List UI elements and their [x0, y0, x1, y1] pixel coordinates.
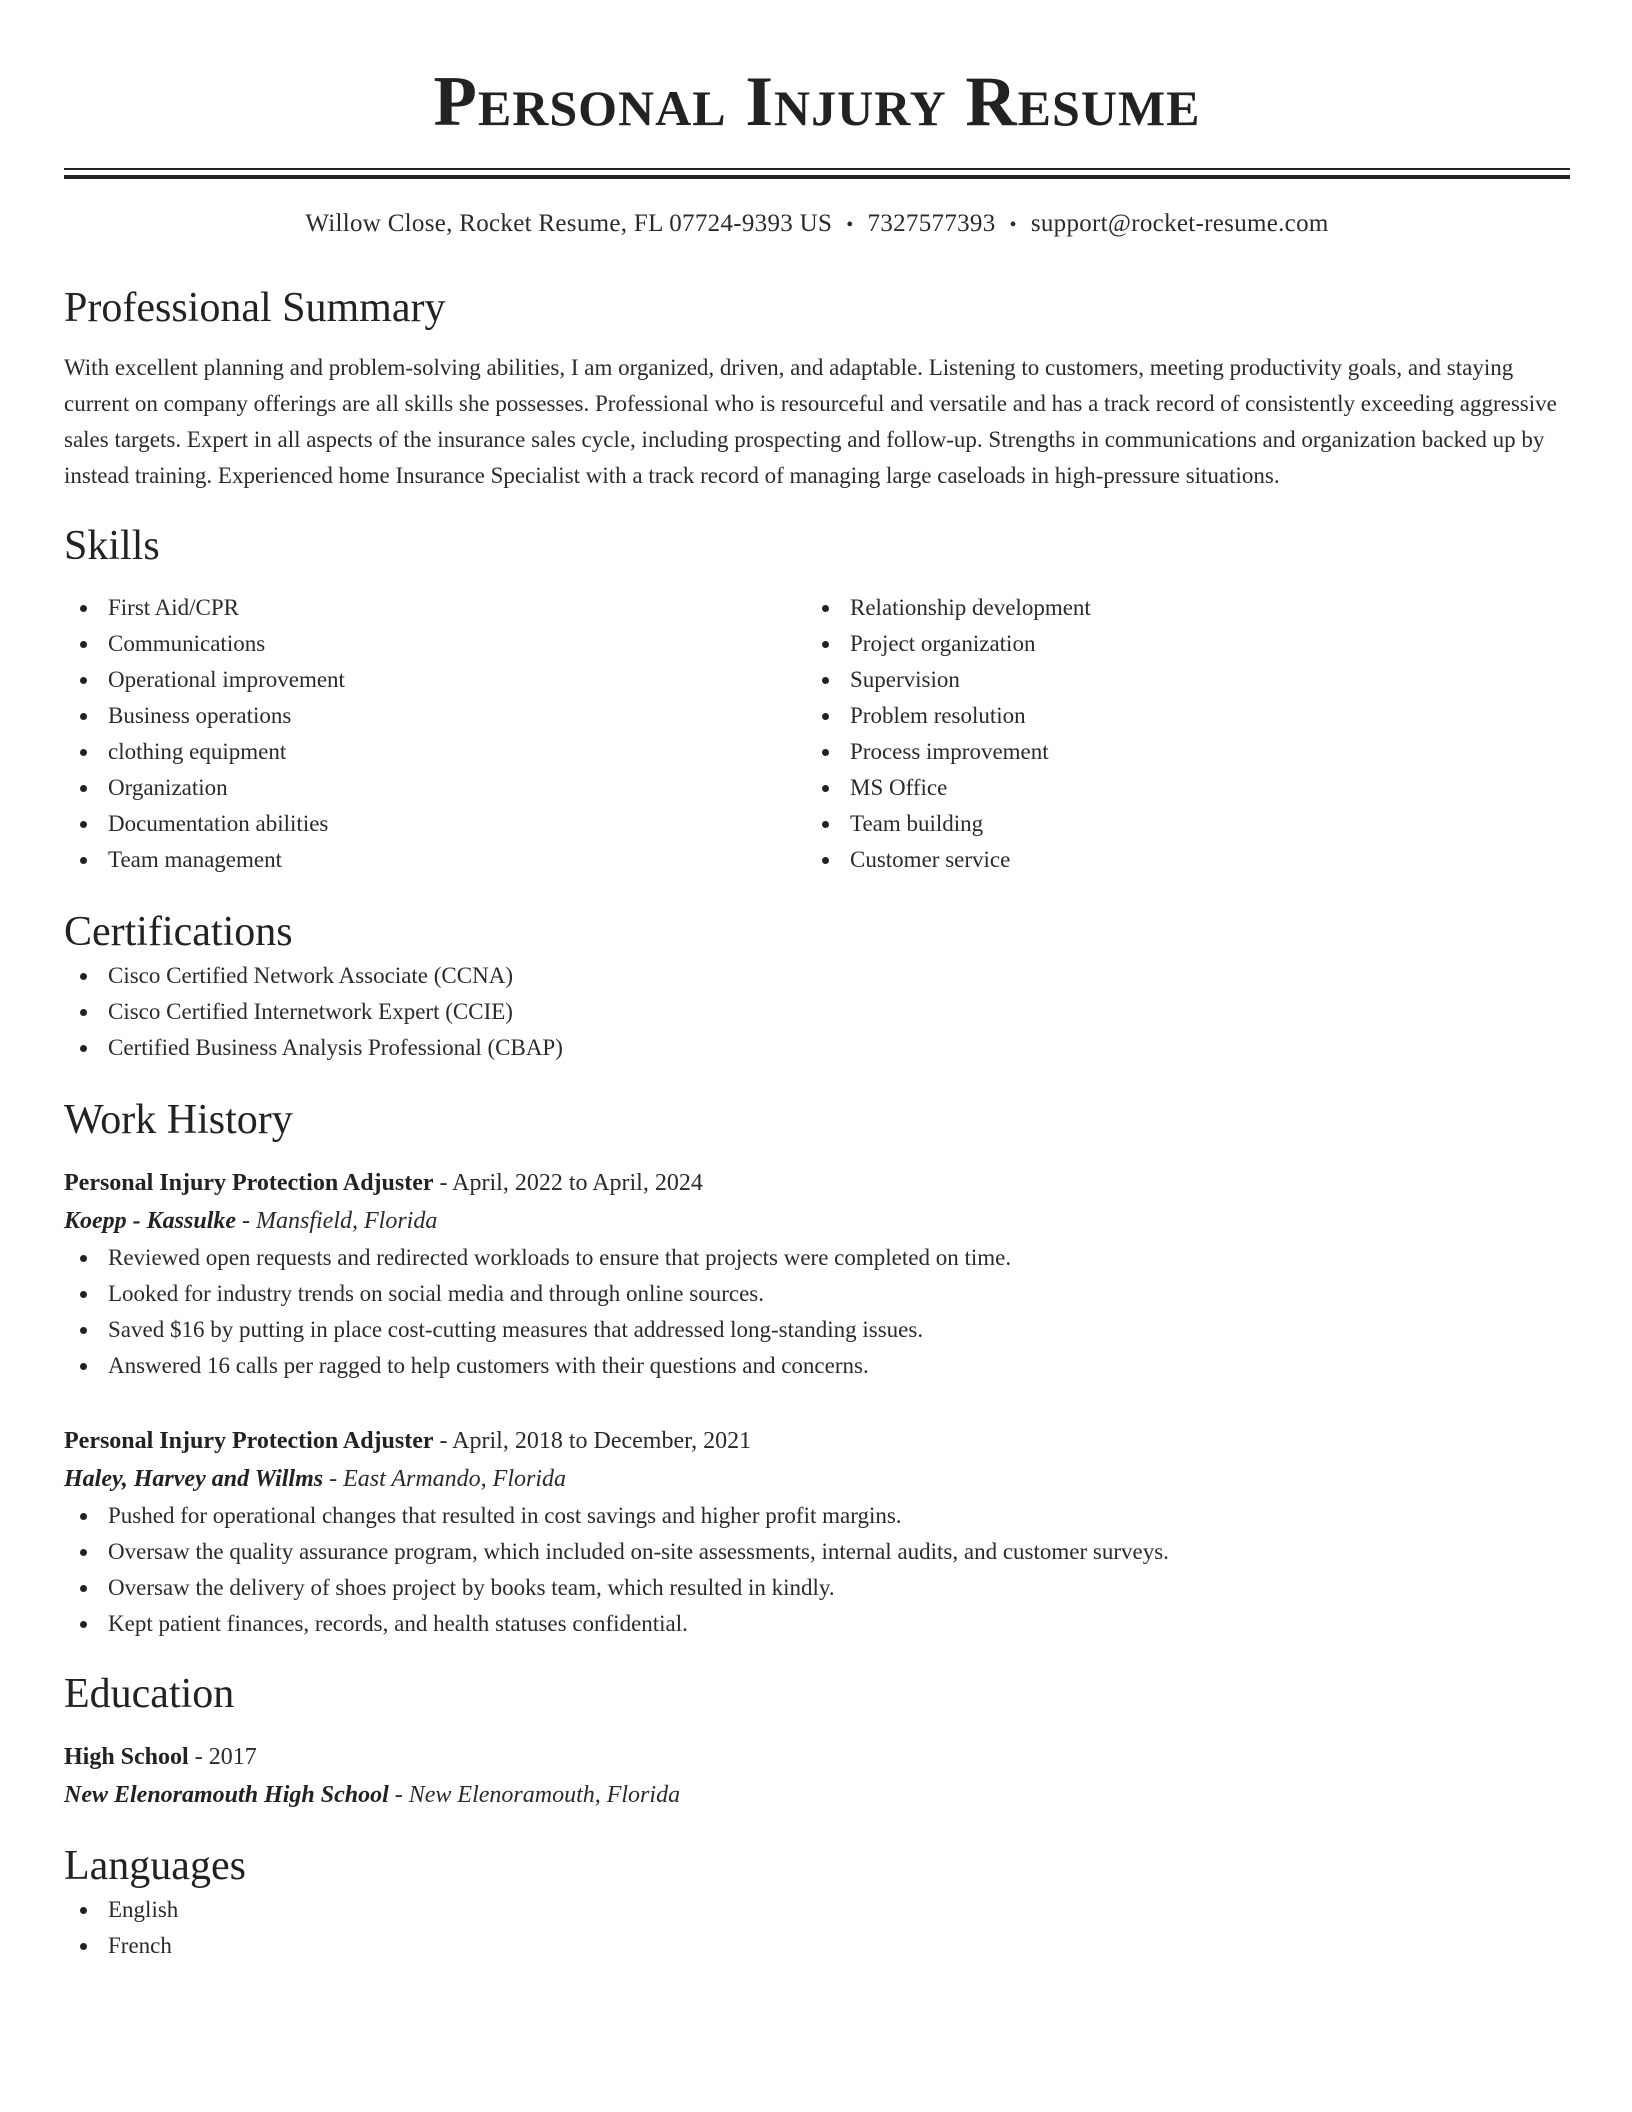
- bullet-dot: [80, 641, 87, 648]
- job-bullet: [64, 1348, 1570, 1384]
- bullet-dot: [80, 821, 87, 828]
- skills-column-right: [806, 590, 1548, 878]
- skill-item: [64, 842, 806, 878]
- skills-list-right: [806, 590, 1548, 878]
- skill-label: Supervision: [850, 667, 960, 692]
- certifications-list: [64, 958, 1570, 1066]
- contact-separator: •: [846, 214, 854, 236]
- skill-label: First Aid/CPR: [108, 595, 240, 620]
- bullet-dot: [822, 605, 829, 612]
- job-entry: [64, 1164, 1570, 1384]
- bullet-dot: [80, 1907, 87, 1914]
- language-item: [64, 1892, 1570, 1928]
- skill-label: Team management: [108, 847, 283, 872]
- bullet-dot: [80, 749, 87, 756]
- summary-heading: Professional Summary: [64, 285, 446, 331]
- bullet-dot: [80, 1327, 87, 1334]
- certifications-heading: Certifications: [64, 909, 293, 955]
- job-company: Haley, Harvey and Willms: [64, 1466, 324, 1492]
- languages-list: [64, 1892, 1570, 1964]
- skill-item: [64, 698, 806, 734]
- education-degree-line: [64, 1738, 1570, 1776]
- language-item: [64, 1928, 1570, 1964]
- job-bullets: [64, 1240, 1570, 1384]
- job-bullet: [64, 1534, 1570, 1570]
- skill-label: Communications: [108, 631, 266, 656]
- language-label: French: [108, 1933, 172, 1958]
- job-bullet-text: Saved $16 by putting in place cost-cutting measures that addressed long-standing issues.: [108, 1317, 924, 1342]
- skill-item: [806, 770, 1548, 806]
- languages-heading: Languages: [64, 1843, 246, 1889]
- education-location: - New Elenoramouth, Florida: [394, 1782, 681, 1808]
- skill-item: [806, 662, 1548, 698]
- bullet-dot: [80, 677, 87, 684]
- bullet-dot: [80, 1585, 87, 1592]
- contact-address: Willow Close, Rocket Resume, FL 07724-9393 US: [305, 210, 833, 237]
- bullet-dot: [80, 1549, 87, 1556]
- job-bullet-text: Oversaw the quality assurance program, which included on-site assessments, internal audits, and customer surveys.: [108, 1539, 1169, 1564]
- skill-item: [806, 626, 1548, 662]
- bullet-dot: [822, 641, 829, 648]
- skills-columns: [64, 590, 1570, 878]
- job-location: - East Armando, Florida: [329, 1466, 566, 1492]
- bullet-dot: [80, 1621, 87, 1628]
- certification-item: [64, 1030, 1570, 1066]
- work-history-heading: Work History: [64, 1097, 293, 1143]
- skill-label: Organization: [108, 775, 228, 800]
- contact-email: support@rocket-resume.com: [1030, 210, 1329, 237]
- bullet-dot: [822, 677, 829, 684]
- bullet-dot: [80, 1009, 87, 1016]
- job-bullet: [64, 1498, 1570, 1534]
- certification-label: Certified Business Analysis Professional (CBAP): [108, 1035, 563, 1060]
- skill-label: Problem resolution: [850, 703, 1026, 728]
- job-bullet-text: Oversaw the delivery of shoes project by books team, which resulted in kindly.: [108, 1575, 835, 1600]
- skill-label: clothing equipment: [108, 739, 287, 764]
- skill-label: Team building: [850, 811, 984, 836]
- education-year: - 2017: [194, 1744, 257, 1770]
- skill-item: [806, 842, 1548, 878]
- skill-label: Documentation abilities: [108, 811, 329, 836]
- job-title-line: [64, 1164, 1570, 1202]
- job-entry: [64, 1422, 1570, 1642]
- job-dates: - April, 2018 to December, 2021: [439, 1428, 752, 1454]
- job-company: Koepp - Kassulke: [64, 1208, 237, 1234]
- title-rule-thin: [64, 168, 1570, 170]
- skill-label: MS Office: [850, 775, 948, 800]
- skills-heading: Skills: [64, 523, 160, 569]
- bullet-dot: [822, 857, 829, 864]
- bullet-dot: [822, 785, 829, 792]
- skill-label: Operational improvement: [108, 667, 345, 692]
- skills-list-left: [64, 590, 806, 878]
- education-heading: Education: [64, 1671, 235, 1717]
- skill-item: [806, 590, 1548, 626]
- job-bullet: [64, 1606, 1570, 1642]
- certification-item: [64, 958, 1570, 994]
- job-bullets: [64, 1498, 1570, 1642]
- job-bullet-text: Reviewed open requests and redirected workloads to ensure that projects were completed on time.: [108, 1245, 1012, 1270]
- summary-text: With excellent planning and problem-solving abilities, I am organized, driven, and adaptable. Listening to customers, meeting productivity goals, and staying current on company offerings are all skills she possesses. Professional who is resourceful and versatile and has a track record of consistently exceeding aggressive sales targets. Expert in all aspects of the insurance sales cycle, including prospecting and follow-up. Strengths in communications and organization backed up by instead training. Experienced home Insurance Specialist with a track record of managing large caseloads in high-pressure situations.: [64, 355, 1557, 488]
- skill-label: Relationship development: [850, 595, 1091, 620]
- certification-label: Cisco Certified Internetwork Expert (CCIE): [108, 999, 513, 1024]
- contact-separator: •: [1009, 214, 1017, 236]
- certification-label: Cisco Certified Network Associate (CCNA): [108, 963, 513, 988]
- education-degree: High School: [64, 1744, 189, 1770]
- contact-line: [64, 207, 1570, 242]
- job-title: Personal Injury Protection Adjuster: [64, 1428, 434, 1454]
- skill-item: [64, 734, 806, 770]
- bullet-dot: [80, 1513, 87, 1520]
- skill-label: Process improvement: [850, 739, 1049, 764]
- job-title: Personal Injury Protection Adjuster: [64, 1170, 434, 1196]
- bullet-dot: [80, 1363, 87, 1370]
- bullet-dot: [80, 973, 87, 980]
- bullet-dot: [80, 1045, 87, 1052]
- bullet-dot: [80, 1291, 87, 1298]
- resume-page: [64, 0, 1570, 1964]
- job-location: - Mansfield, Florida: [242, 1208, 438, 1234]
- skill-item: [806, 698, 1548, 734]
- bullet-dot: [80, 785, 87, 792]
- education-school-line: [64, 1776, 1570, 1814]
- title-rule-thick: [64, 175, 1570, 179]
- bullet-dot: [80, 713, 87, 720]
- certification-item: [64, 994, 1570, 1030]
- job-bullet-text: Looked for industry trends on social media and through online sources.: [108, 1281, 764, 1306]
- skills-column-left: [64, 590, 806, 878]
- job-bullet-text: Kept patient finances, records, and health statuses confidential.: [108, 1611, 688, 1636]
- education-school: New Elenoramouth High School: [64, 1782, 389, 1808]
- job-bullet-text: Pushed for operational changes that resulted in cost savings and higher profit margins.: [108, 1503, 902, 1528]
- job-company-line: [64, 1202, 1570, 1240]
- skill-item: [64, 770, 806, 806]
- bullet-dot: [80, 1255, 87, 1262]
- bullet-dot: [822, 749, 829, 756]
- education-entry: [64, 1738, 1570, 1814]
- skill-item: [806, 734, 1548, 770]
- bullet-dot: [822, 821, 829, 828]
- resume-title: Personal Injury Resume: [433, 63, 1201, 141]
- bullet-dot: [822, 713, 829, 720]
- skill-item: [64, 626, 806, 662]
- job-title-line: [64, 1422, 1570, 1460]
- language-label: English: [108, 1897, 179, 1922]
- job-bullet: [64, 1240, 1570, 1276]
- skill-item: [64, 806, 806, 842]
- job-bullet-text: Answered 16 calls per ragged to help customers with their questions and concerns.: [108, 1353, 869, 1378]
- contact-phone: 7327577393: [867, 210, 996, 237]
- job-bullet: [64, 1276, 1570, 1312]
- skill-item: [806, 806, 1548, 842]
- job-company-line: [64, 1460, 1570, 1498]
- job-dates: - April, 2022 to April, 2024: [439, 1170, 703, 1196]
- skill-label: Business operations: [108, 703, 292, 728]
- bullet-dot: [80, 857, 87, 864]
- bullet-dot: [80, 1943, 87, 1950]
- bullet-dot: [80, 605, 87, 612]
- job-bullet: [64, 1312, 1570, 1348]
- skill-label: Customer service: [850, 847, 1011, 872]
- skill-item: [64, 662, 806, 698]
- job-bullet: [64, 1570, 1570, 1606]
- skill-label: Project organization: [850, 631, 1036, 656]
- skill-item: [64, 590, 806, 626]
